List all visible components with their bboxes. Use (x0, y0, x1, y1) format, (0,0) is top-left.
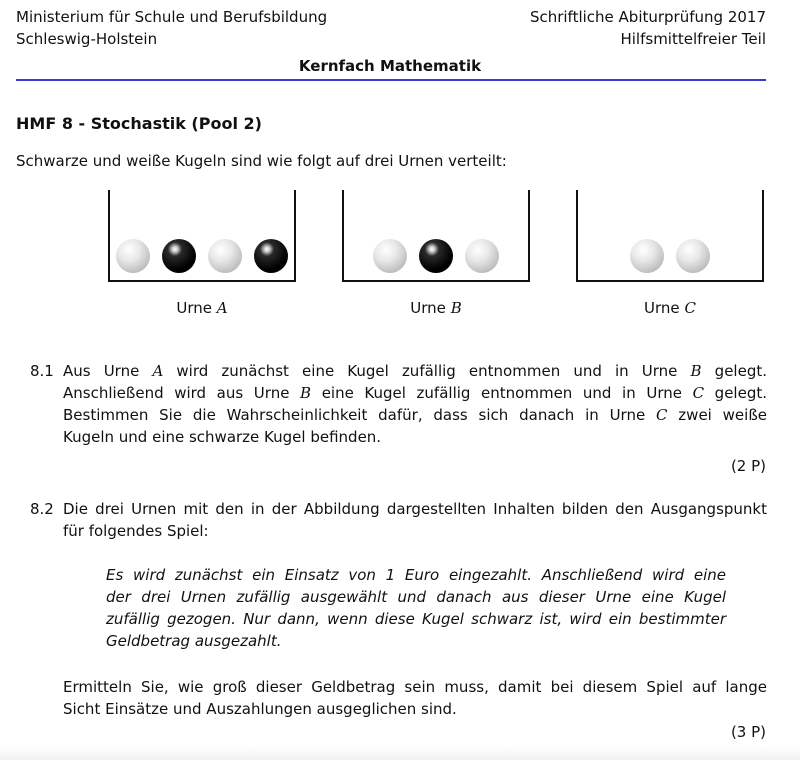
white-ball (676, 239, 710, 273)
black-ball (419, 239, 453, 273)
intro-text: Schwarze und weiße Kugeln sind wie folgt auf drei Urnen verteilt: (16, 152, 507, 170)
text-line: zufällig gezogen. Nur dann, wenn diese Kugel schwarz ist, wird ein bestimmter (106, 610, 726, 628)
game-rules-quote (106, 564, 726, 652)
white-ball (630, 239, 664, 273)
black-ball (162, 239, 196, 273)
urn-word: Urne (176, 299, 212, 317)
urn-b-label (342, 297, 530, 319)
text-line: Aus Urne A wird zunächst eine Kugel zufällig entnommen und in Urne B gelegt. (63, 362, 767, 380)
ministry-name: Ministerium für Schule und Berufsbildung (16, 8, 328, 26)
white-ball (208, 239, 242, 273)
state-name: Schleswig-Holstein (16, 30, 158, 48)
text-line: der drei Urnen zufällig ausgewählt und danach aus dieser Urne eine Kugel (106, 588, 726, 606)
task-8-2-question (63, 676, 767, 720)
text-line: Ermitteln Sie, wie groß dieser Geldbetrag sein muss, damit bei diesem Spiel auf lange (63, 678, 767, 696)
urn-c-label (576, 297, 764, 319)
header-right (530, 6, 766, 50)
white-ball (373, 239, 407, 273)
urn-letter: B (450, 299, 462, 317)
text-line: für folgendes Spiel: (63, 522, 209, 540)
text-line: Bestimmen Sie die Wahrscheinlichkeit dafür, dass sich danach in Urne C zwei weiße (63, 406, 768, 424)
black-ball (254, 239, 288, 273)
task-points: (3 P) (730, 723, 766, 741)
subject-title: Kernfach Mathematik (298, 57, 482, 75)
task-number: 8.2 (30, 500, 54, 518)
urn-a (108, 190, 296, 282)
white-ball (465, 239, 499, 273)
urn-b (342, 190, 530, 282)
urn-letter: C (684, 299, 696, 317)
text-line: Sicht Einsätze und Auszahlungen ausgeglichen sind. (63, 700, 457, 718)
section-title: HMF 8 - Stochastik (Pool 2) (16, 114, 262, 133)
text-line: Die drei Urnen mit den in der Abbildung dargestellten Inhalten bilden den Ausgangspunkt (63, 500, 767, 518)
task-points: (2 P) (730, 457, 766, 475)
exam-part: Hilfsmittelfreier Teil (620, 30, 766, 48)
exam-name: Schriftliche Abiturprüfung 2017 (529, 8, 766, 26)
urn-letter: A (216, 299, 228, 317)
white-ball (116, 239, 150, 273)
task-8-1-text (63, 360, 767, 448)
header-left (16, 6, 327, 50)
urn-a-label (108, 297, 296, 319)
text-line: Anschließend wird aus Urne B eine Kugel zufällig entnommen und in Urne C gelegt. (63, 384, 767, 402)
urn-word: Urne (410, 299, 446, 317)
urn-word: Urne (644, 299, 680, 317)
text-line: Kugeln und eine schwarze Kugel befinden. (63, 428, 382, 446)
header-rule (16, 79, 766, 81)
urn-c (576, 190, 764, 282)
task-number: 8.1 (30, 362, 54, 380)
page-bottom-shadow (0, 746, 800, 760)
text-line: Geldbetrag ausgezahlt. (106, 632, 282, 650)
task-8-2-text (63, 498, 767, 542)
text-line: Es wird zunächst ein Einsatz von 1 Euro eingezahlt. Anschließend wird eine (106, 566, 726, 584)
